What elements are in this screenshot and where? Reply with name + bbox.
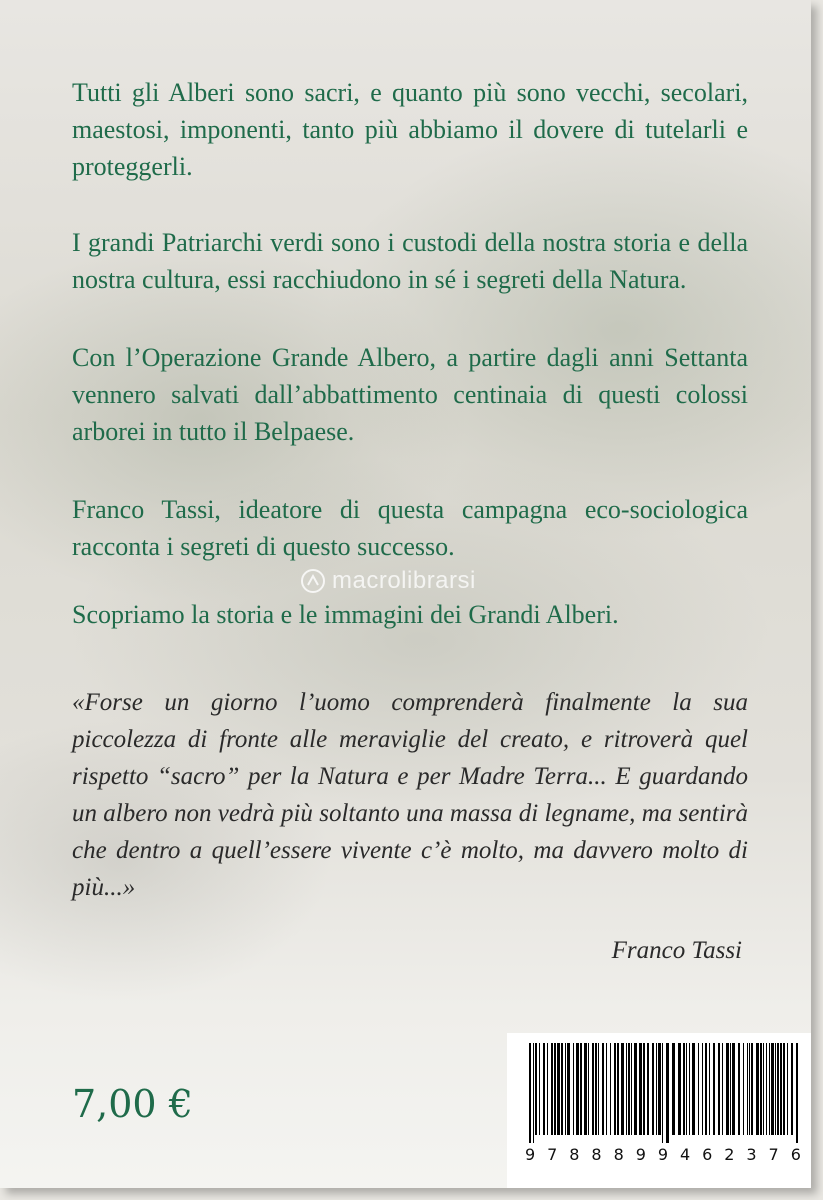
barcode-bar xyxy=(769,1043,770,1135)
barcode-bar xyxy=(617,1043,619,1135)
watermark xyxy=(300,567,476,595)
barcode-bar xyxy=(652,1043,654,1135)
barcode-bar xyxy=(643,1043,645,1135)
barcode-bar xyxy=(713,1043,715,1135)
barcode-bar xyxy=(756,1043,759,1135)
barcode-digit: 6 xyxy=(702,1145,713,1164)
barcode-bar xyxy=(777,1043,779,1135)
barcode-digit: 2 xyxy=(724,1145,735,1164)
barcode-bar xyxy=(751,1043,753,1135)
barcode-bar xyxy=(672,1043,675,1135)
barcode-bar xyxy=(567,1043,570,1135)
barcode-bar xyxy=(722,1043,723,1135)
barcode-bar xyxy=(787,1043,788,1135)
barcode-bar xyxy=(726,1043,729,1135)
barcode-bar xyxy=(557,1043,560,1135)
barcode-number xyxy=(525,1145,801,1164)
barcode-bar xyxy=(647,1043,649,1135)
quote-author: Franco Tassi xyxy=(611,937,742,964)
barcode-bar xyxy=(639,1043,642,1135)
barcode-bar xyxy=(576,1043,579,1135)
barcode xyxy=(507,1033,811,1188)
barcode-bar xyxy=(529,1043,531,1143)
barcode-digit: 9 xyxy=(525,1145,536,1164)
barcode-digit: 3 xyxy=(746,1145,757,1164)
barcode-bar xyxy=(631,1043,632,1135)
barcode-bar xyxy=(610,1043,611,1135)
barcode-digit: 8 xyxy=(591,1145,602,1164)
barcode-bar xyxy=(666,1043,669,1143)
description-paragraph-5: Scopriamo la storia e le immagini dei Grandi Alberi. xyxy=(72,600,619,629)
barcode-bar xyxy=(763,1043,764,1135)
description-paragraph-4: Franco Tassi, ideatore di questa campagna eco-sociologica racconta i segreti di questo successo. xyxy=(72,495,748,561)
barcode-bar xyxy=(705,1043,707,1135)
barcode-bar xyxy=(698,1043,699,1135)
price-label: 7,00 € xyxy=(72,1082,193,1126)
barcode-bar xyxy=(621,1043,624,1135)
barcode-bar xyxy=(771,1043,774,1135)
barcode-bar xyxy=(783,1043,785,1135)
barcode-bar xyxy=(683,1043,685,1135)
barcode-bar xyxy=(634,1043,637,1135)
barcode-bar xyxy=(554,1043,556,1135)
barcode-digit: 9 xyxy=(657,1145,669,1164)
barcode-bar xyxy=(747,1043,748,1135)
barcode-bar xyxy=(689,1043,690,1135)
barcode-bar xyxy=(628,1043,630,1135)
barcode-bar xyxy=(602,1043,604,1135)
barcode-bar xyxy=(573,1043,574,1135)
barcode-bar xyxy=(656,1043,657,1135)
barcode-bar xyxy=(547,1043,548,1135)
barcode-bar xyxy=(606,1043,607,1135)
barcode-bar xyxy=(626,1043,627,1135)
barcode-bar xyxy=(686,1043,687,1135)
barcode-bar xyxy=(678,1043,681,1135)
barcode-bar xyxy=(584,1043,587,1135)
barcode-bar xyxy=(766,1043,767,1135)
barcode-bar xyxy=(565,1043,566,1135)
barcode-digit: 9 xyxy=(635,1145,646,1164)
barcode-bar xyxy=(614,1043,616,1135)
watermark-logo-icon xyxy=(300,568,326,594)
quote-text: «Forse un giorno l’uomo comprenderà finalmente la sua piccolezza di fronte alle meraviglie del creato, e ritroverà quel rispetto “sacro” per la Natura e per Madre Terra... E guardando un albero non vedrà più soltanto una massa di legname, ma sentirà che dentro a quell’essere vivente c’è molto, ma davvero molto di più...» xyxy=(72,689,748,901)
barcode-bar xyxy=(692,1043,695,1135)
barcode-bar xyxy=(738,1043,740,1135)
barcode-digit: 8 xyxy=(613,1145,624,1164)
barcode-digit: 7 xyxy=(547,1145,558,1164)
barcode-bar xyxy=(732,1043,735,1135)
barcode-bars xyxy=(527,1043,803,1143)
barcode-bar xyxy=(535,1043,537,1135)
barcode-bar xyxy=(658,1043,661,1135)
barcode-bar xyxy=(775,1043,776,1135)
barcode-bar xyxy=(709,1043,710,1135)
barcode-bar xyxy=(543,1043,545,1135)
barcode-bar xyxy=(595,1043,597,1135)
barcode-bar xyxy=(743,1043,744,1135)
barcode-digit: 7 xyxy=(768,1145,779,1164)
description-paragraph-2: I grandi Patriarchi verdi sono i custodi della nostra storia e della nostra cultura, essi racchiudono in sé i segreti della Natura. xyxy=(72,228,748,294)
barcode-bar xyxy=(588,1043,589,1135)
barcode-bar xyxy=(796,1043,798,1143)
watermark-text: macrolibrarsi xyxy=(332,567,476,594)
barcode-bar xyxy=(718,1043,720,1135)
barcode-bar xyxy=(749,1043,750,1135)
description-paragraph-1: Tutti gli Alberi sono sacri, e quanto più sono vecchi, secolari, maestosi, imponenti, tanto più abbiamo il dovere di tutelarli e proteggerli. xyxy=(72,78,748,181)
barcode-bar xyxy=(662,1043,663,1143)
barcode-bar xyxy=(533,1043,534,1143)
barcode-bar xyxy=(539,1043,540,1135)
description-paragraph-3: Con l’Operazione Grande Albero, a partire dagli anni Settanta vennero salvati dall’abbattimento centinaia di questi colossi arborei in tutto il Belpaese. xyxy=(72,343,748,446)
barcode-bar xyxy=(580,1043,582,1135)
barcode-bar xyxy=(561,1043,563,1135)
barcode-bar xyxy=(791,1043,793,1135)
barcode-bar xyxy=(702,1043,703,1135)
barcode-bar xyxy=(592,1043,594,1135)
barcode-digit: 8 xyxy=(569,1145,580,1164)
barcode-bar xyxy=(760,1043,762,1135)
barcode-bar xyxy=(780,1043,782,1135)
barcode-bar xyxy=(598,1043,599,1135)
barcode-bar xyxy=(551,1043,553,1135)
barcode-digit: 6 xyxy=(790,1145,801,1164)
barcode-digit: 4 xyxy=(679,1145,691,1164)
barcode-bar xyxy=(730,1043,731,1135)
